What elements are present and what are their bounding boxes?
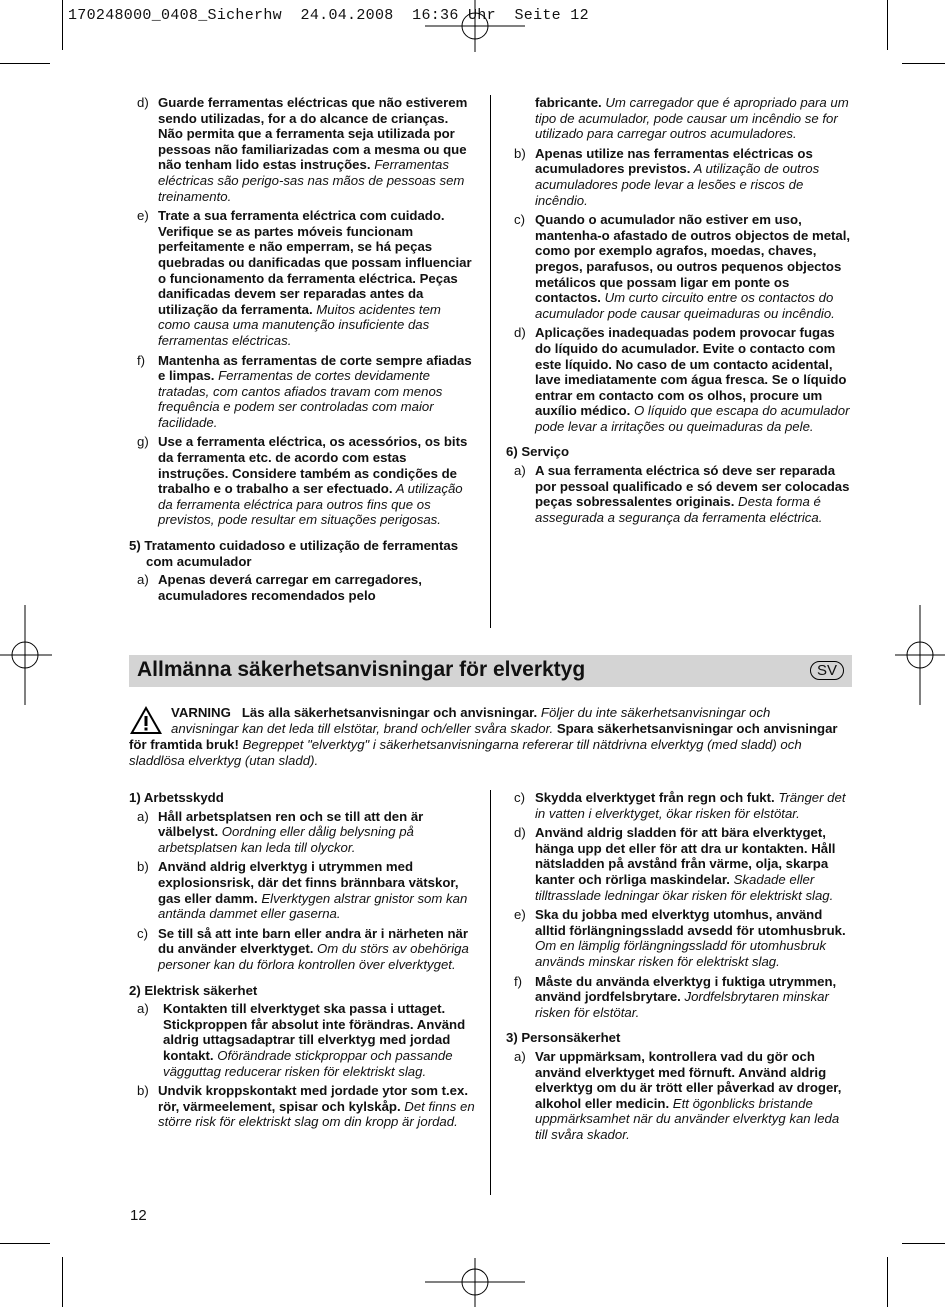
item-italic-text: O líquido que escapa do acumulador pode levar a irritações ou queimaduras da pele. xyxy=(535,403,850,434)
registration-mark-icon xyxy=(425,0,525,52)
item-italic-text: Om en lämplig förlängningssladd för utomhusbruk används minskar risken för elektriskt slag. xyxy=(535,938,827,969)
item-label: a) xyxy=(137,808,149,824)
item-bold-text: Guarde ferramentas eléctricas que não estiverem sendo utilizadas, for a do alcance de crianças. Não permita que a ferramenta seja utilizada por pessoas não familiarizadas com a mesma ou que não tenham lido estas instruções. xyxy=(158,95,468,173)
pt-right-column xyxy=(506,95,854,529)
list-item xyxy=(129,1001,477,1079)
list-item xyxy=(506,463,854,525)
warning-italic-2: Begreppet "elverktyg" i säkerhetsanvisningarna refererar till nätdrivna elverktyg (med sladd) och sladdlösa elverktyg (utan sladd). xyxy=(129,737,802,768)
item-label: g) xyxy=(137,434,149,450)
list-item xyxy=(129,809,477,856)
item-italic-text: Muitos acidentes tem como causa uma manutenção insuficiente das ferramentas eléctricas. xyxy=(158,301,441,348)
item-bold-text: Apenas utilize nas ferramentas eléctricas os acumuladores previstos. xyxy=(535,145,813,177)
list-item xyxy=(129,434,474,528)
crop-mark xyxy=(887,0,888,50)
registration-mark-icon xyxy=(895,605,945,705)
item-bold-text: Ska du jobba med elverktyg utomhus, använd alltid förlängningssladd avsedd för utomhusbruk. xyxy=(535,907,846,938)
warning-bold-2: Spara säkerhetsanvisningar och anvisningar för framtida bruk! xyxy=(129,721,838,752)
list-item xyxy=(506,790,854,821)
item-italic-text: Ferramentas de cortes devidamente tratadas, com cantos afiados travam com menos frequência e podem ser controladas com maior facilidade. xyxy=(158,368,443,430)
page-number: 12 xyxy=(130,1207,147,1224)
item-bold-text: fabricante. xyxy=(535,95,602,110)
crop-mark xyxy=(902,63,945,64)
item-bold-text: Aplicações inadequadas podem provocar fugas do líquido do acumulador. Evite o contacto com este líquido. No caso de um contacto acidental, lave imediatamente com água fresca. Se o líquido entrar em contacto com os olhos, procure um auxílio médico. xyxy=(535,325,847,419)
crop-mark xyxy=(902,1243,945,1244)
warning-italic-1: Följer du inte säkerhetsanvisningar och anvisningar kan det leda till elstötar, brand och/eller svåra skador. xyxy=(171,705,771,736)
item-label: b) xyxy=(137,1083,149,1099)
item-italic-text: Um carregador que é apropriado para um tipo de acumulador, pode causar um incêndio se for utilizado para carregar outros acumuladores. xyxy=(535,95,849,142)
section-heading: 5) Tratamento cuidadoso e utilização de ferramentas com acumulador xyxy=(129,538,459,569)
list-item xyxy=(129,95,474,204)
item-bold-text: Var uppmärksam, kontrollera vad du gör och använd elverktyget med förnuft. Använd aldrig elverktyg om du är trött eller påverkad av droger, alkohol eller medicin. xyxy=(535,1048,842,1111)
crop-mark xyxy=(887,1257,888,1307)
list-item-continued xyxy=(506,95,854,142)
item-label: c) xyxy=(137,925,148,941)
section-heading: 6) Serviço xyxy=(506,444,570,460)
item-italic-text: Skadade eller tilltrasslade ledningar ökar risken för elektriskt slag. xyxy=(535,871,834,903)
item-label: a) xyxy=(137,1001,149,1017)
crop-mark xyxy=(62,1257,63,1307)
warning-label: VARNING xyxy=(171,705,231,720)
item-italic-text: Oförändrade stickproppar och passande vägguttag reducerar risken för elektriskt slag. xyxy=(163,1047,453,1079)
item-italic-text: Ett ögonblicks bristande uppmärksamhet när du använder elverktyg kan leda till svåra skador. xyxy=(535,1095,840,1142)
page-title: Allmänna säkerhetsanvisningar för elverktyg xyxy=(137,658,586,681)
crop-mark xyxy=(0,63,50,64)
list-item xyxy=(129,859,477,921)
item-bold-text: Använd aldrig sladden för att bära elverktyget, hänga upp det eller för att dra ur kontakten. Håll nätsladden på avstånd från värme, olja, skarpa kanter och rörliga maskindelar. xyxy=(535,825,836,887)
registration-mark-icon xyxy=(0,605,52,705)
pt-left-column xyxy=(129,95,474,607)
item-label: a) xyxy=(514,1048,526,1064)
item-label: d) xyxy=(514,825,526,841)
list-item xyxy=(506,1049,854,1143)
list-item xyxy=(506,212,854,321)
item-label: e) xyxy=(137,208,149,224)
section-heading: 3) Personsäkerhet xyxy=(506,1030,621,1046)
item-label: b) xyxy=(137,859,149,875)
item-bold-text: Trate a sua ferramenta eléctrica com cuidado. Verifique se as partes móveis funcionam perfeitamente e não emperram, se há peças quebradas ou danificadas que possam influenciar o funcionamento da ferramenta eléctrica. Peças danificadas devem ser reparadas antes da utilização da ferramenta. xyxy=(158,208,472,317)
column-divider xyxy=(490,95,491,628)
item-label: a) xyxy=(137,572,149,588)
item-italic-text: Um curto circuito entre os contactos do acumulador pode causar queimaduras ou incêndio. xyxy=(535,290,835,321)
list-item xyxy=(506,825,854,903)
list-item xyxy=(129,353,474,431)
item-bold-text: Mantenha as ferramentas de corte sempre afiadas e limpas. xyxy=(158,352,472,384)
list-item xyxy=(129,926,477,973)
item-bold-text: Måste du använda elverktyg i fuktiga utrymmen, använd jordfelsbrytare. xyxy=(535,973,837,1005)
sv-left-column xyxy=(129,790,477,1134)
item-label: f) xyxy=(137,352,146,368)
list-item xyxy=(506,907,854,969)
item-italic-text: Ferramentas eléctricas são perigo-sas nas mãos de pessoas sem treinamento. xyxy=(158,157,465,204)
item-label: d) xyxy=(137,95,149,110)
item-bold-text: Skydda elverktyget från regn och fukt. xyxy=(535,790,775,805)
section-heading: 2) Elektrisk säkerhet xyxy=(129,982,258,998)
item-bold-text: Undvik kroppskontakt med jordade ytor som t.ex. rör, värmeelement, spisar och kylskåp. xyxy=(158,1083,468,1114)
item-italic-text: Oordning eller dålig belysning på arbetsplatsen kan leda till olyckor. xyxy=(158,824,414,855)
warning-triangle-icon xyxy=(129,705,163,735)
column-divider xyxy=(490,790,491,1195)
item-label: e) xyxy=(514,907,526,923)
item-label: f) xyxy=(514,973,523,989)
crop-mark xyxy=(0,1243,50,1244)
list-item xyxy=(506,146,854,208)
item-italic-text: Desta forma é assegurada a segurança da ferramenta eléctrica. xyxy=(535,494,823,525)
section-heading: 1) Arbetsskydd xyxy=(129,790,224,805)
item-label: c) xyxy=(514,212,525,228)
item-italic-text: Elverktygen alstrar gnistor som kan antända dammet eller gaserna. xyxy=(158,890,468,922)
print-header: 170248000_0408_Sicherhw 24.04.2008 16:36 Uhr Seite 12 xyxy=(68,7,589,24)
crop-mark xyxy=(62,0,63,50)
list-item xyxy=(129,572,474,603)
item-italic-text: Det finns en större risk för elektriskt slag om din kropp är jordad. xyxy=(158,1098,475,1130)
item-label: d) xyxy=(514,325,526,341)
item-bold-text: Se till så att inte barn eller andra är i närheten när du använder elverktyget. xyxy=(158,925,469,957)
item-italic-text: A utilização de outros acumuladores pode levar a lesões e riscos de incêndio. xyxy=(535,161,820,208)
item-bold-text: Håll arbetsplatsen ren och se till att den är välbelyst. xyxy=(158,808,424,840)
warning-bold-1: Läs alla säkerhetsanvisningar och anvisningar. xyxy=(241,705,538,720)
warning-block xyxy=(129,705,841,769)
list-item xyxy=(506,974,854,1021)
sv-right-column xyxy=(506,790,854,1146)
registration-mark-icon xyxy=(425,1258,525,1307)
list-item xyxy=(129,1083,477,1130)
item-italic-text: A utilização da ferramenta eléctrica para outros fins que os previstos, pode resultar em situações perigosas. xyxy=(158,481,463,528)
language-badge: SV xyxy=(810,661,844,680)
item-bold-text: Apenas deverá carregar em carregadores, acumuladores recomendados pelo xyxy=(158,572,422,603)
item-bold-text: Använd aldrig elverktyg i utrymmen med explosionsrisk, där det finns brännbara vätskor, gas eller damm. xyxy=(158,859,459,906)
item-italic-text: Jordfelsbrytaren minskar risken för elstötar. xyxy=(535,989,829,1020)
list-item xyxy=(506,325,854,434)
item-italic-text: Om du störs av obehöriga personer kan du förlora kontrollen över elverktyget. xyxy=(158,941,469,972)
item-bold-text: A sua ferramenta eléctrica só deve ser reparada por pessoal qualificado e só devem ser colocadas peças sobressalentes originais. xyxy=(535,463,850,510)
item-label: a) xyxy=(514,463,526,479)
item-label: b) xyxy=(514,145,526,161)
section-heading-band xyxy=(129,655,852,687)
list-item xyxy=(129,208,474,348)
item-italic-text: Tränger det in vatten i elverktyget, ökar risken för elstötar. xyxy=(535,790,846,821)
item-bold-text: Kontakten till elverktyget ska passa i uttaget. Stickproppen får absolut inte förändras. Använd aldrig uttagsadaptrar till elverktyg med jordad kontakt. xyxy=(163,1001,466,1063)
item-bold-text: Use a ferramenta eléctrica, os acessórios, os bits da ferramenta etc. de acordo com estas instruções. Considere também as condições de trabalho e o trabalho a ser efectuado. xyxy=(158,434,468,497)
item-bold-text: Quando o acumulador não estiver em uso, mantenha-o afastado de outros objectos de metal, como por exemplo agrafos, moedas, chaves, pregos, parafusos, ou outros pequenos objectos metálicos que possam ligar em ponte os contactos. xyxy=(535,212,851,306)
item-label: c) xyxy=(514,790,525,805)
